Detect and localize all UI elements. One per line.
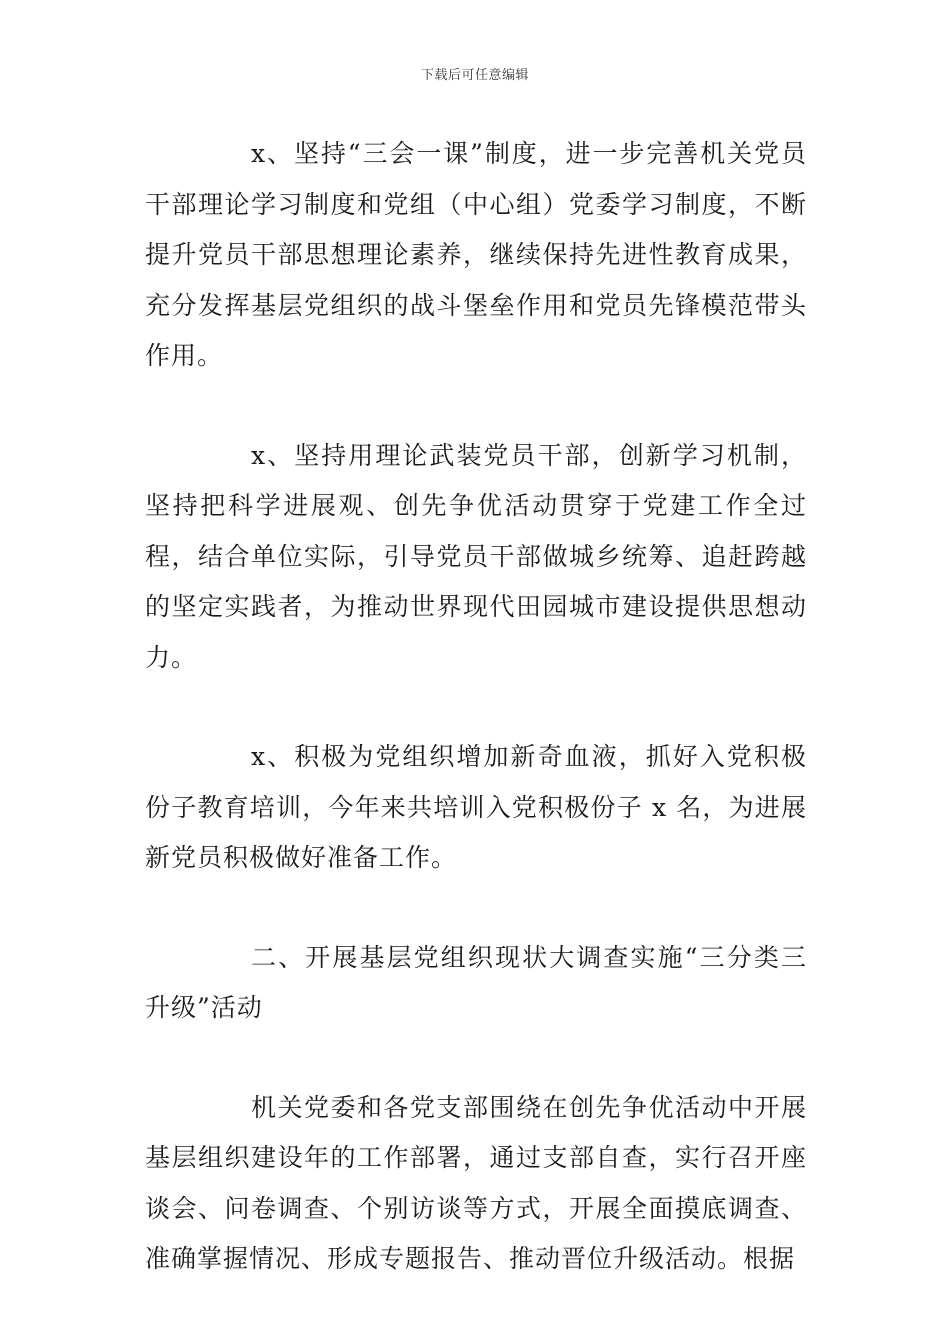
paragraph-study-system: x、坚持“三会一课”制度，进一步完善机关党员干部理论学习制度和党组（中心组）党委学习制度，不断提升党员干部思想理论素养，继续保持先进性教育成果，充分发挥基层党组织的战斗堡垒作用和党员先锋模范带头作用。 [145, 139, 807, 370]
paragraph-survey-work: 机关党委和各党支部围绕在创先争优活动中开展基层组织建设年的工作部署，通过支部自查，实行召开座谈会、问卷调查、个别访谈等方式，开展全面摸底调查、准确掌握情况、形成专题报告、推动晋位升级活动。根据 [145, 1092, 807, 1273]
paragraph-theory-arming: x、坚持用理论武装党员干部，创新学习机制，坚持把科学进展观、创先争优活动贯穿于党建工作全过程，结合单位实际，引导党员干部做城乡统筹、追赶跨越的坚定实践者，为推动世界现代田园城市建设提供思想动力。 [145, 440, 807, 672]
paragraph-new-members: x、积极为党组织增加新奇血液，抓好入党积极份子教育培训，今年来共培训入党积极份子 x 名，为进展新党员积极做好准备工作。 [145, 742, 807, 872]
section-heading-survey: 二、开展基层党组织现状大调查实施“三分类三升级”活动 [145, 942, 807, 1022]
document-body [145, 129, 807, 1285]
page-header-caption: 下载后可任意编辑 [420, 68, 529, 83]
